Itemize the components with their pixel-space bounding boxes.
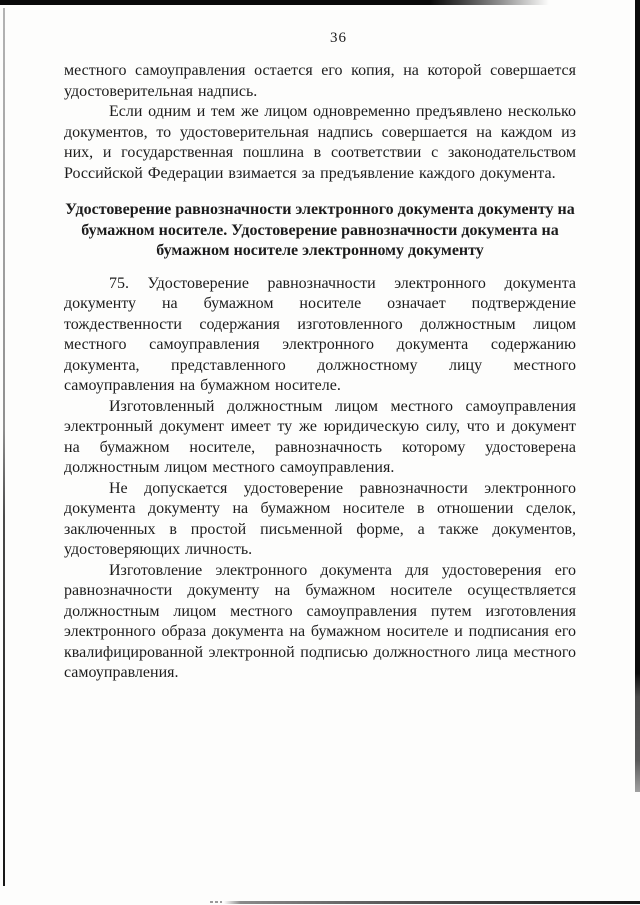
paragraph: Изготовление электронного документа для удостоверения его равнозначности документу на бумажном носителе осуществляется должностным лицом местного самоуправления путем изготовления электронного образа документа на бумажном носителе и подписания его квалифицированной электронной подписью должностного лица местного самоуправления. [64, 561, 576, 681]
scan-edge-top [0, 0, 566, 5]
paragraph-continuation: местного самоуправления остается его копия, на которой совершается удостоверительная надпись. [64, 62, 576, 100]
paragraph-item-75: 75. Удостоверение равнозначности электронного документа документу на бумажном носителе означает подтверждение тождественности содержания изготовленного должностным лицом местного самоуправления электронного документа содержанию документа, представленного должностному лицу местного самоуправления на бумажном носителе. [64, 274, 576, 394]
section-heading: Удостоверение равнозначности электронного документа документу на бумажном носителе. Удостоверение равнозначности документа на бумажном носителе электронному документу [65, 201, 575, 259]
document-body [64, 61, 576, 684]
page-number: 36 [330, 30, 347, 46]
scan-edge-right [635, 0, 640, 792]
paragraph: Если одним и тем же лицом одновременно предъявлено несколько документов, то удостоверительная надпись совершается на каждом из них, и государственная пошлина в соответствии с законодательством Российской Федерации взимается за предъявление каждого документа. [64, 103, 576, 182]
paragraph: Изготовленный должностным лицом местного самоуправления электронный документ имеет ту же юридическую силу, что и документ на бумажном носителе, равнозначность которому удостоверена должностным лицом местного самоуправления. [64, 397, 576, 476]
scan-edge-left [3, 8, 5, 886]
paragraph: Не допускается удостоверение равнозначности электронного документа документу на бумажном носителе в отношении сделок, заключенных в простой письменной форме, а также документов, удостоверяющих личность. [64, 479, 576, 558]
scan-edge-bottom [224, 901, 640, 904]
